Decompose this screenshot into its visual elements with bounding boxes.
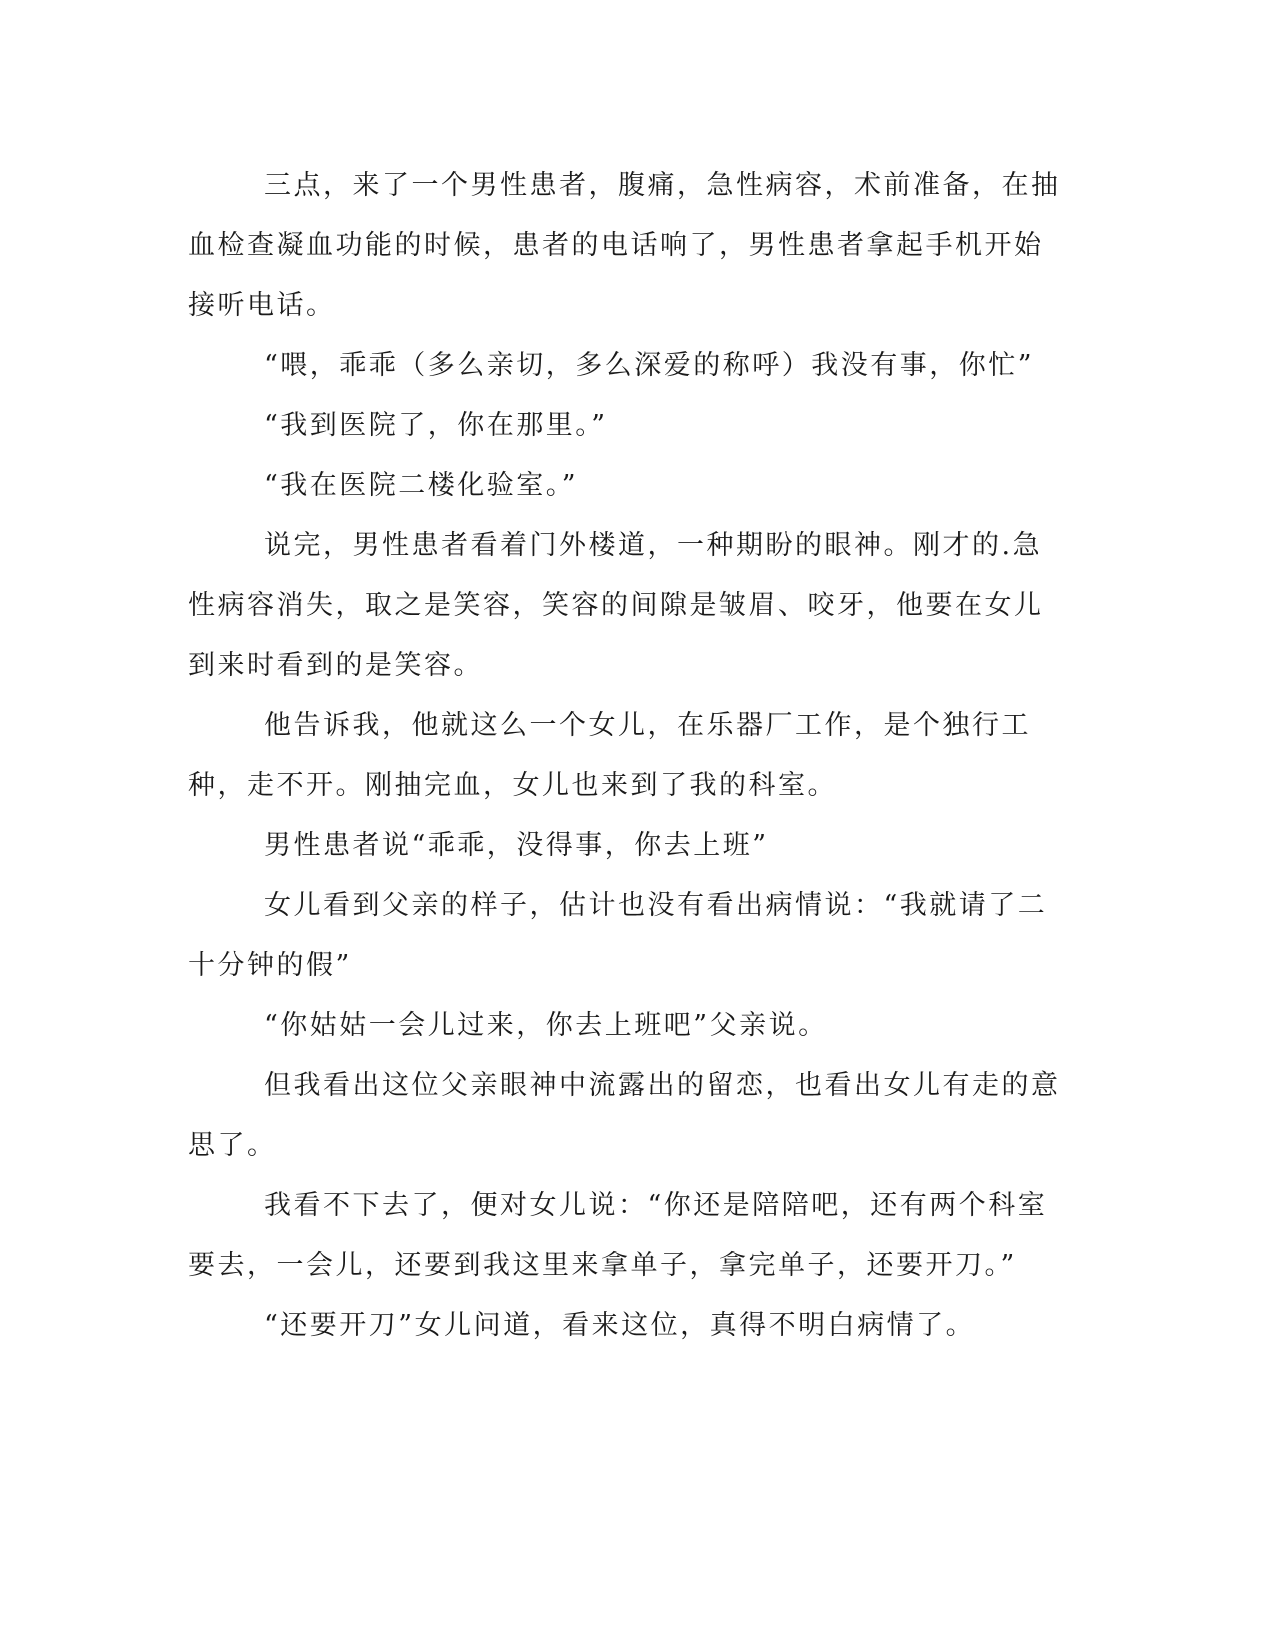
paragraph-10: 但我看出这位父亲眼神中流露出的留恋，也看出女儿有走的意思了。 — [188, 1070, 1061, 1161]
paragraph-6: 他告诉我，他就这么一个女儿，在乐器厂工作，是个独行工种，走不开。刚抽完血，女儿也来到了我的科室。 — [188, 710, 1031, 801]
paragraph-12: “还要开刀”女儿问道，看来这位，真得不明白病情了。 — [264, 1310, 976, 1341]
paragraph-2: “喂，乖乖（多么亲切，多么深爱的称呼）我没有事，你忙” — [264, 350, 1035, 381]
document-body — [188, 156, 1068, 1356]
paragraph-1: 三点，来了一个男性患者，腹痛，急性病容，术前准备，在抽血检查凝血功能的时候，患者的电话响了，男性患者拿起手机开始接听电话。 — [188, 170, 1061, 321]
paragraph-8: 女儿看到父亲的样子，估计也没有看出病情说：“我就请了二十分钟的假” — [188, 890, 1048, 981]
paragraph-3: “我到医院了，你在那里。” — [264, 410, 608, 441]
paragraph-9: “你姑姑一会儿过来，你去上班吧”父亲说。 — [264, 1010, 828, 1041]
paragraph-4: “我在医院二楼化验室。” — [264, 470, 579, 501]
paragraph-7: 男性患者说“乖乖，没得事，你去上班” — [264, 830, 769, 861]
paragraph-5: 说完，男性患者看着门外楼道，一种期盼的眼神。刚才的.急性病容消失，取之是笑容，笑容的间隙是皱眉、咬牙，他要在女儿到来时看到的是笑容。 — [188, 530, 1044, 681]
paragraph-11: 我看不下去了，便对女儿说：“你还是陪陪吧，还有两个科室要去，一会儿，还要到我这里来拿单子，拿完单子，还要开刀。” — [188, 1190, 1048, 1281]
